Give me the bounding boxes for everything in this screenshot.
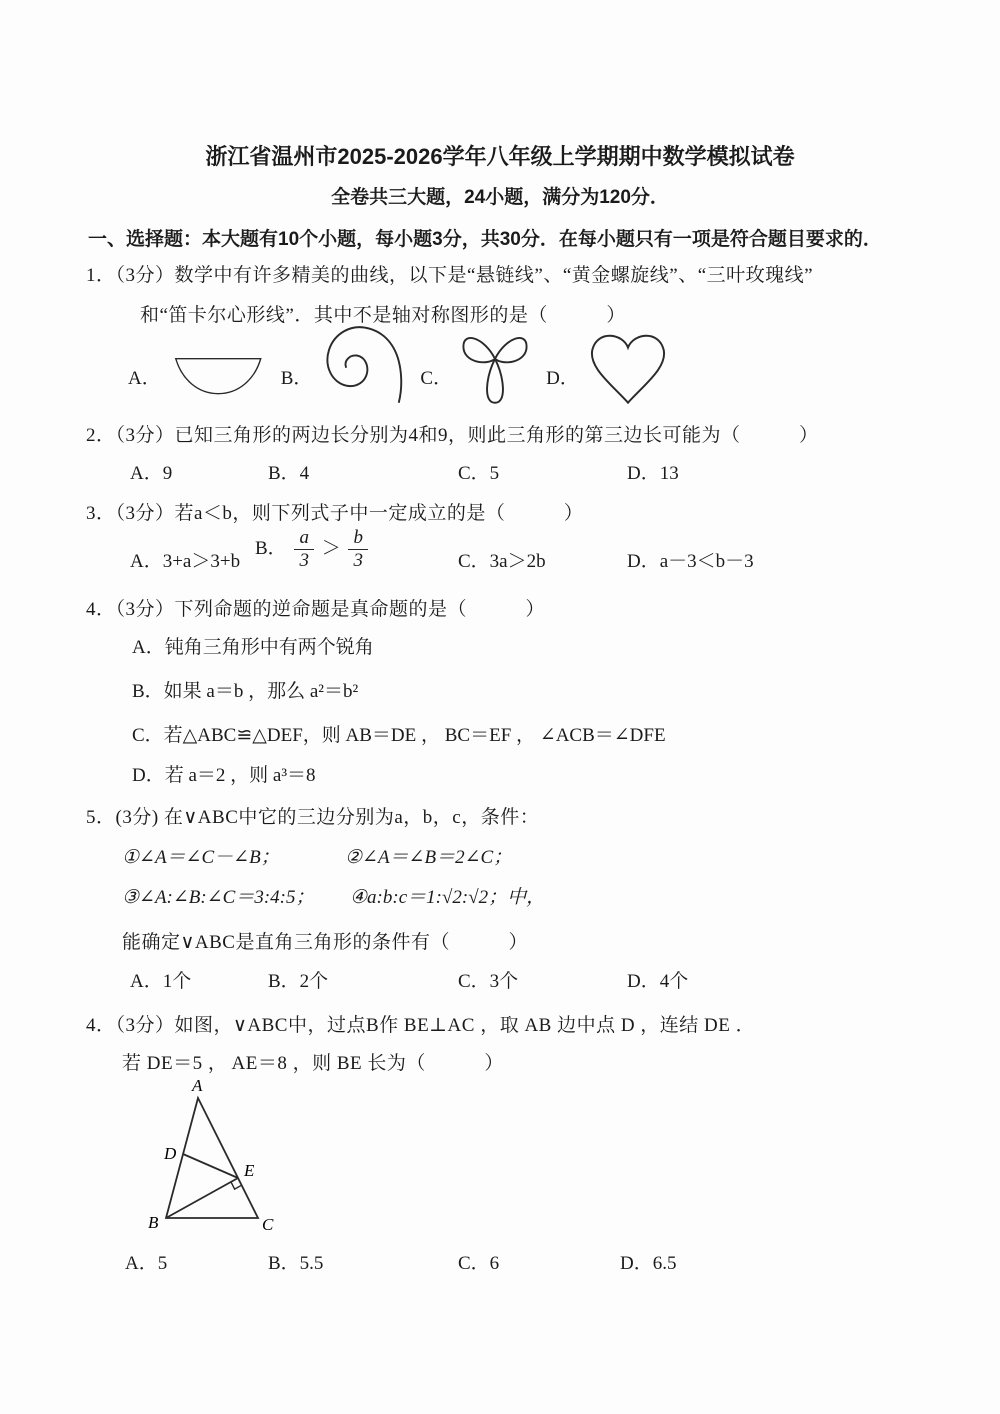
q3-option-a: A．3+a＞3+b [130,551,241,572]
q5-stem: 5．(3分) 在∨ABC中它的三边分别为a，b，c，条件： [86,807,540,828]
q1-option-a-figure [128,338,267,408]
q3-option-b [255,528,371,571]
fraction-numerator: b [348,528,368,550]
q4-option-a: A．钝角三角形中有两个锐角 [132,637,374,658]
q5-option-d: D．4个 [627,971,689,992]
vertex-label-c: C [262,1215,274,1234]
q1-figure-row [128,322,671,408]
q5-option-c: C．3个 [458,971,519,992]
q5-stem-2: 能确定∨ABC是直角三角形的条件有（ ） [122,932,528,953]
q6-option-c: C．6 [458,1253,500,1274]
q2-option-d: D．13 [627,463,679,484]
vertex-label-d: D [164,1144,177,1163]
q3-options-row [90,528,960,586]
q3-option-d: D．a－3＜b－3 [627,551,754,572]
q6-stem-line2: 若 DE＝5 ， AE＝8 ，则 BE 长为（ ） [122,1053,504,1074]
q6-stem-line1: 4．（3分）如图，∨ABC中，过点B作 BE⊥AC ，取 AB 边中点 D ，连结 DE ． [86,1015,756,1036]
q3-fraction-b-over-3 [348,528,368,571]
q5-option-b: B．2个 [268,971,329,992]
vertex-label-e: E [244,1161,255,1180]
q1-option-d-figure [546,328,671,408]
catenary-curve-icon [167,338,267,408]
triangle-abc-figure [138,1078,338,1238]
heart-curve-icon [585,328,671,408]
q6-option-d: D．6.5 [620,1253,677,1274]
golden-spiral-icon [318,324,406,408]
vertex-label-a: A [192,1078,203,1095]
q1-option-d-label: D． [546,368,579,389]
q1-option-a-label: A． [128,368,161,389]
fraction-denominator: 3 [353,549,363,571]
q2-option-b: B．4 [268,463,310,484]
q4-option-d: D．若 a＝2 ，则 a³＝8 [132,765,316,786]
q6-option-b: B．5.5 [268,1253,324,1274]
q5-condition-4: ④a:b:c＝1:√2:√2；中， [350,887,546,908]
fraction-numerator: a [294,528,314,550]
vertex-label-b: B [148,1213,159,1232]
q2-option-c: C．5 [458,463,500,484]
q6-option-a: A．5 [125,1253,168,1274]
q1-option-c-figure [420,322,532,408]
q3-option-b-label: B． [255,537,287,559]
q1-stem-line1: 1．（3分）数学中有许多精美的曲线，以下是“悬链线”、“黄金螺旋线”、“三叶玫瑰线” [86,265,814,286]
q6-options-row [90,1248,960,1278]
q2-option-a: A．9 [130,463,173,484]
fraction-denominator: 3 [299,549,309,571]
q4-option-b: B．如果 a＝b ，那么 a²＝b² [132,681,359,702]
q1-option-b-figure [281,324,407,408]
page-title: 浙江省温州市2025-2026学年八年级上学期期中数学模拟试卷 [205,144,795,169]
q3-option-b-operator: ＞ [321,537,341,559]
three-leaf-rose-icon [458,322,532,408]
page-subtitle: 全卷共三大题，24小题，满分为120分． [331,187,669,208]
q4-option-c: C．若△ABC≌△DEF，则 AB＝DE ， BC＝EF ， ∠ACB＝∠DFE [132,725,666,746]
q5-options-row [90,966,960,996]
q2-stem: 2．（3分）已知三角形的两边长分别为4和9，则此三角形的第三边长可能为（ ） [86,425,819,446]
q1-option-b-label: B． [280,368,313,389]
section-1-header: 一、选择题：本大题有10个小题，每小题3分，共30分．在每小题只有一项是符合题目要求的． [88,229,882,250]
q3-stem: 3．（3分）若a＜b，则下列式子中一定成立的是（ ） [86,503,584,524]
q1-stem-line2: 和“笛卡尔心形线”．其中不是轴对称图形的是（ ） [140,305,626,326]
q3-fraction-a-over-3 [294,528,314,571]
q4-stem: 4．（3分）下列命题的逆命题是真命题的是（ ） [86,599,546,620]
q2-options-row [90,458,960,488]
q3-option-c: C．3a＞2b [458,551,546,572]
q5-condition-1: ①∠A＝∠C－∠B； [122,847,280,868]
q6-triangle-figure [138,1078,338,1238]
q5-condition-2: ②∠A＝∠B＝2∠C； [345,847,513,868]
q5-option-a: A．1个 [130,971,192,992]
q5-condition-3: ③∠A:∠B:∠C＝3:4:5； [122,887,315,908]
q1-option-c-label: C． [420,368,453,389]
